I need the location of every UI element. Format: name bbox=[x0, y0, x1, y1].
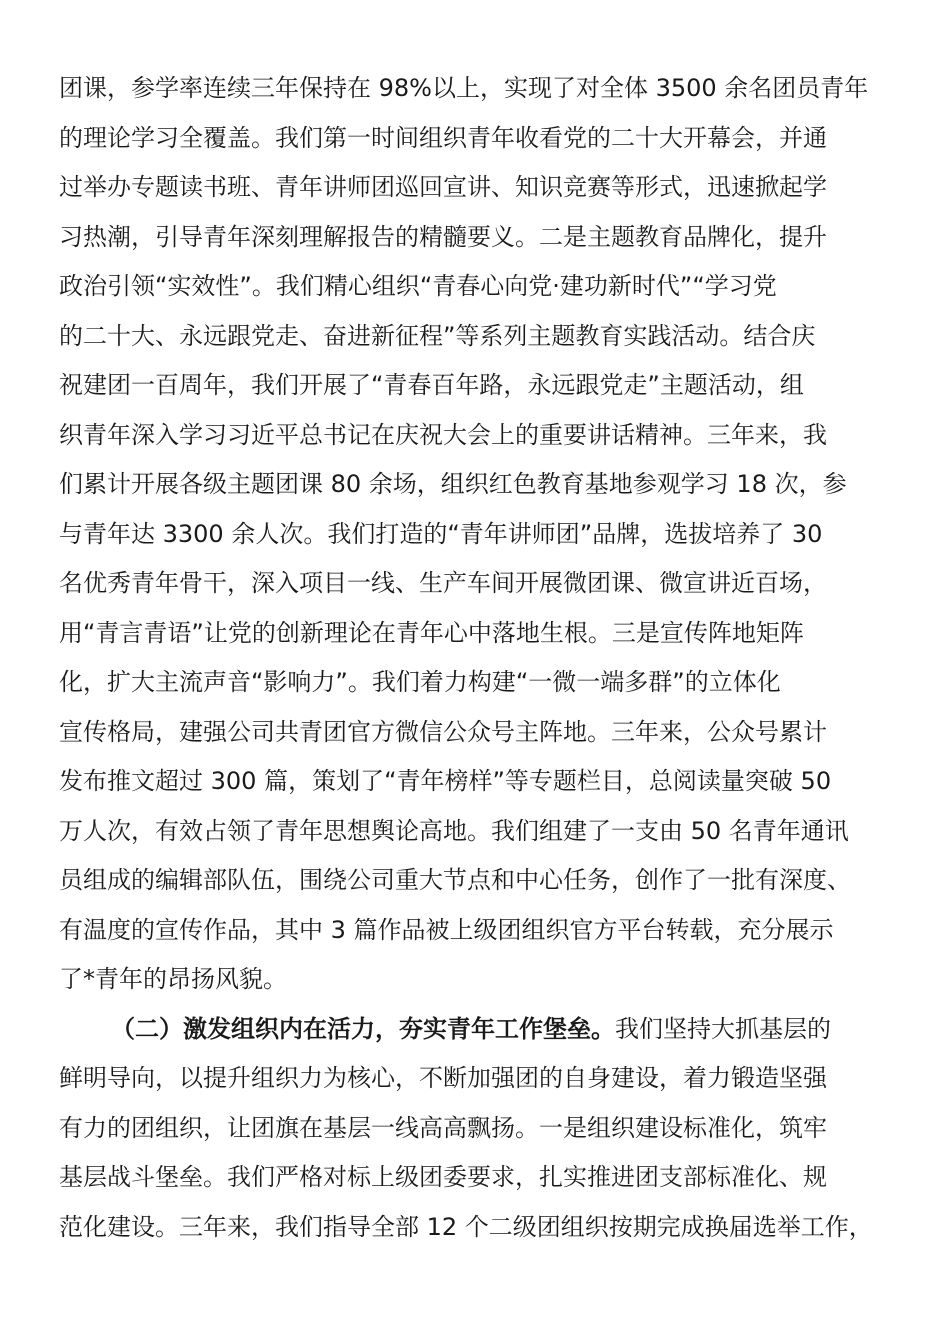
paragraph-line: 的二十大、永远跟党走、奋进新征程”等系列主题教育实践活动。结合庆 bbox=[59, 321, 816, 350]
paragraph-line: 发布推文超过 300 篇，策划了“青年榜样”等专题栏目，总阅读量突破 50 bbox=[59, 767, 832, 795]
paragraph-line: 鲜明导向，以提升组织力为核心，不断加强团的自身建设，着力锻造坚强 bbox=[59, 1064, 827, 1092]
paragraph-line: 与青年达 3300 余人次。我们打造的“青年讲师团”品牌，选拔培养了 30 bbox=[59, 519, 823, 548]
paragraph-line: 有力的团组织，让团旗在基层一线高高飘扬。一是组织建设标准化，筑牢 bbox=[59, 1113, 827, 1142]
paragraph-line: 了*青年的昂扬风貌。 bbox=[59, 965, 287, 993]
section-heading: （二）激发组织内在活力，夯实青年工作堡垒。 bbox=[111, 1014, 615, 1043]
paragraph-line: 们累计开展各级主题团课 80 余场，组织红色教育基地参观学习 18 次，参 bbox=[59, 470, 847, 498]
paragraph-line: 员组成的编辑部队伍，围绕公司重大节点和中心任务，创作了一批有深度、 bbox=[59, 866, 851, 894]
paragraph-line: 范化建设。三年来，我们指导全部 12 个二级团组织按期完成换届选举工作， bbox=[59, 1212, 873, 1241]
paragraph-line: 名优秀青年骨干，深入项目一线、生产车间开展微团课、微宣讲近百场， bbox=[59, 569, 827, 597]
paragraph-line: 政治引领“实效性”。我们精心组织“青春心向党·建功新时代”“学习党 bbox=[59, 272, 777, 300]
paragraph-first-line bbox=[59, 1005, 899, 1055]
paragraph-line: 过举办专题读书班、青年讲师团巡回宣讲、知识竞赛等形式，迅速掀起学 bbox=[59, 173, 827, 201]
paragraph-line: 用“青言青语”让党的创新理论在青年心中落地生根。三是宣传阵地矩阵 bbox=[59, 618, 804, 647]
paragraph-line: 习热潮，引导青年深刻理解报告的精髓要义。二是主题教育品牌化，提升 bbox=[59, 222, 827, 251]
paragraph-line: 有温度的宣传作品，其中 3 篇作品被上级团组织官方平台转载，充分展示 bbox=[59, 915, 834, 944]
paragraph-line: 的理论学习全覆盖。我们第一时间组织青年收看党的二十大开幕会，并通 bbox=[59, 123, 827, 152]
paragraph-line: 基层战斗堡垒。我们严格对标上级团委要求，扎实推进团支部标准化、规 bbox=[59, 1163, 827, 1191]
heading-continuation: 我们坚持大抓基层的 bbox=[615, 1014, 831, 1043]
paragraph-line: 宣传格局，建强公司共青团官方微信公众号主阵地。三年来，公众号累计 bbox=[59, 717, 827, 746]
paragraph-line: 化，扩大主流声音“影响力”。我们着力构建“一微一端多群”的立体化 bbox=[59, 668, 781, 696]
document-body bbox=[59, 64, 899, 1252]
paragraph-line: 织青年深入学习习近平总书记在庆祝大会上的重要讲话精神。三年来，我 bbox=[59, 420, 827, 449]
paragraph-2 bbox=[59, 1005, 899, 1253]
paragraph-line: 万人次，有效占领了青年思想舆论高地。我们组建了一支由 50 名青年通讯 bbox=[59, 816, 849, 845]
paragraph-line: 祝建团一百周年，我们开展了“青春百年路，永远跟党走”主题活动，组 bbox=[59, 371, 804, 399]
paragraph-line: 团课，参学率连续三年保持在 98%以上，实现了对全体 3500 余名团员青年 bbox=[59, 74, 869, 102]
paragraph-1 bbox=[59, 64, 899, 1005]
